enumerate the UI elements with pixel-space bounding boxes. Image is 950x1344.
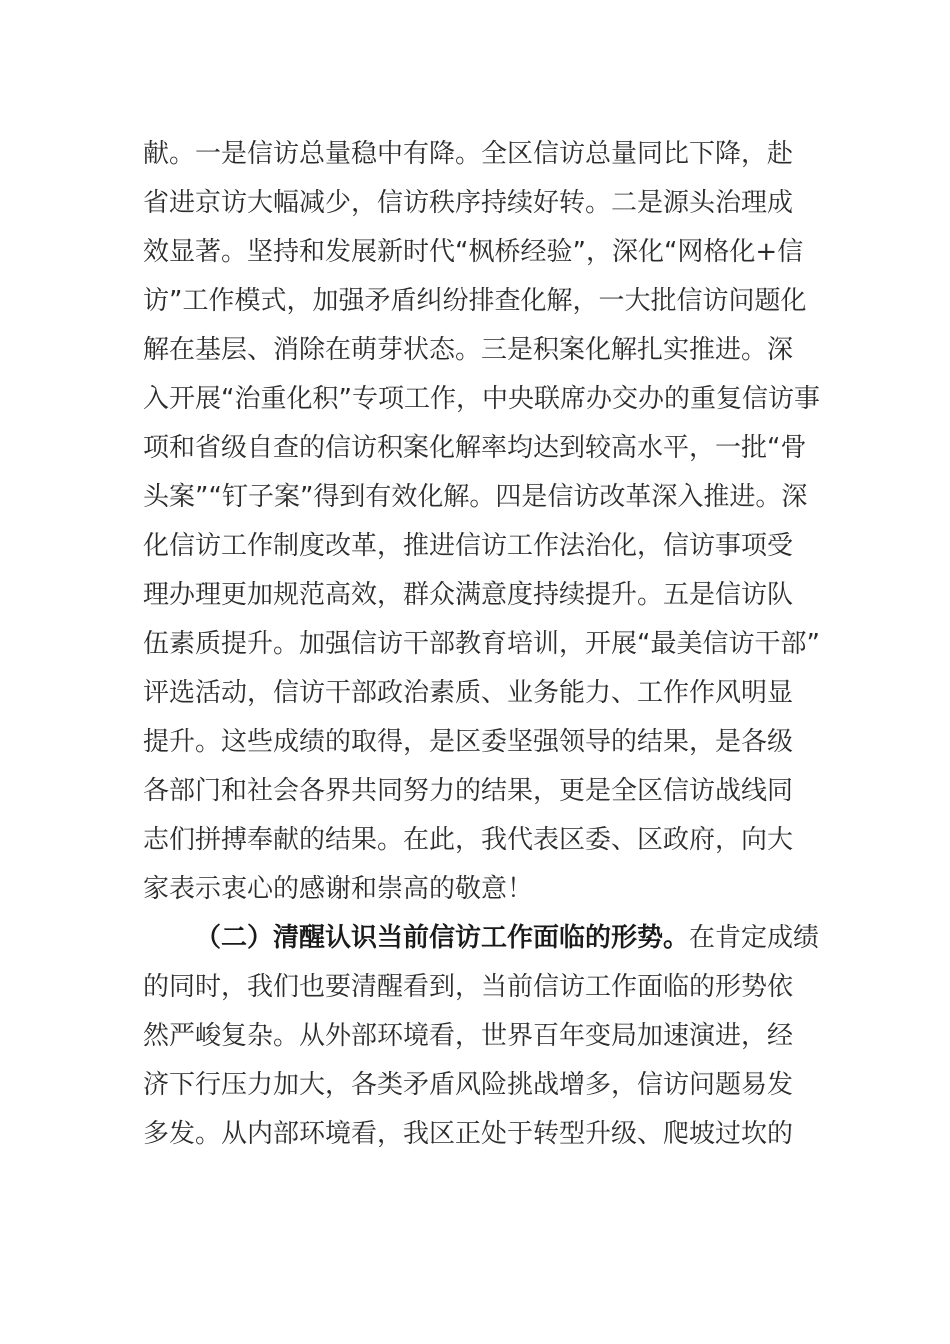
text-line: 解在基层、消除在萌芽状态。三是积案化解扎实推进。深 — [143, 335, 794, 365]
text-line: 评选活动，信访干部政治素质、业务能力、工作作风明显 — [143, 678, 794, 708]
text-line: 献。一是信访总量稳中有降。全区信访总量同比下降，赴 — [143, 139, 794, 169]
text-line: 家表示衷心的感谢和崇高的敬意！ — [143, 874, 534, 904]
text-line: 效显著。坚持和发展新时代“枫桥经验”，深化“网格化+信 — [143, 237, 804, 267]
text-line: 提升。这些成绩的取得，是区委坚强领导的结果，是各级 — [143, 727, 794, 757]
text-line: 然严峻复杂。从外部环境看，世界百年变局加速演进，经 — [143, 1021, 794, 1051]
text-line: 济下行压力加大，各类矛盾风险挑战增多，信访问题易发 — [143, 1070, 794, 1100]
text-line: 项和省级自查的信访积案化解率均达到较高水平，一批“骨 — [143, 433, 807, 463]
text-line: 的同时，我们也要清醒看到，当前信访工作面临的形势依 — [143, 972, 794, 1002]
text-line: 化信访工作制度改革，推进信访工作法治化，信访事项受 — [143, 531, 794, 561]
text-line: 省进京访大幅减少，信访秩序持续好转。二是源头治理成 — [143, 188, 794, 218]
text-line: 访”工作模式，加强矛盾纠纷排查化解，一大批信访问题化 — [143, 286, 807, 316]
text-line: 志们拼搏奉献的结果。在此，我代表区委、区政府，向大 — [143, 825, 794, 855]
text-line: 理办理更加规范高效，群众满意度持续提升。五是信访队 — [143, 580, 794, 610]
section-heading-continuation: 在肯定成绩 — [689, 923, 820, 953]
text-line: 多发。从内部环境看，我区正处于转型升级、爬坡过坎的 — [143, 1119, 794, 1149]
text-line: 头案”“钉子案”得到有效化解。四是信访改革深入推进。深 — [143, 482, 808, 512]
body-text — [143, 130, 823, 1159]
text-line: 伍素质提升。加强信访干部教育培训，开展“最美信访干部” — [143, 629, 820, 659]
text-line: 入开展“治重化积”专项工作，中央联席办交办的重复信访事 — [143, 384, 820, 414]
section-heading-line — [143, 914, 823, 963]
text-line: 各部门和社会各界共同努力的结果，更是全区信访战线同 — [143, 776, 794, 806]
section-heading: （二）清醒认识当前信访工作面临的形势。 — [195, 923, 690, 953]
